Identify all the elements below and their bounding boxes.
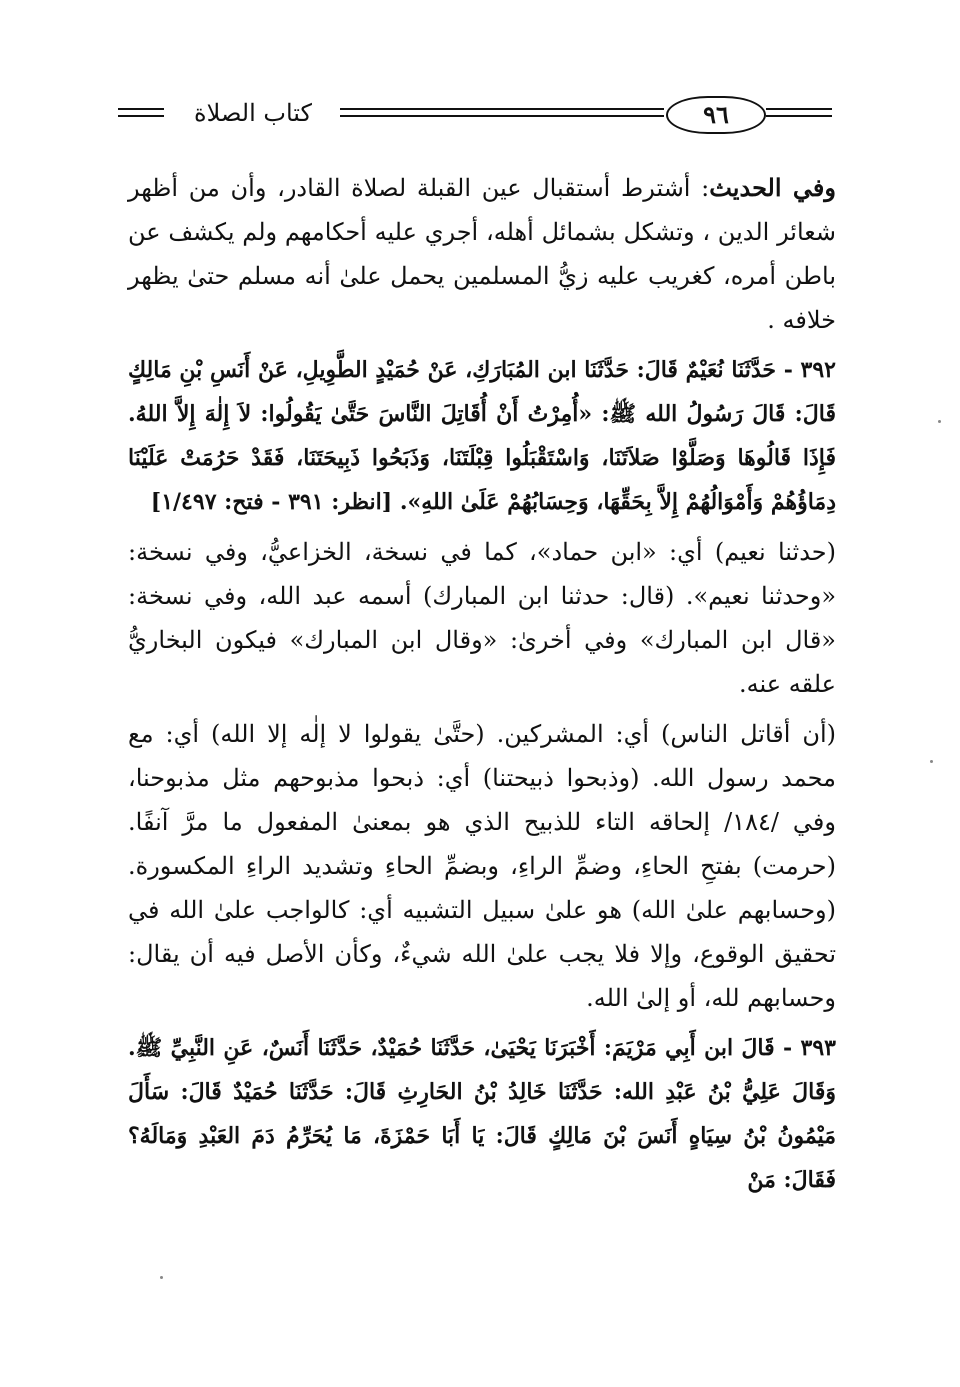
paragraph-text: : أشترط أستقبال عين القبلة لصلاة القادر، وأن من أظهر شعائر الدين ، وتشكل بشمائل أهله، أجري عليه أحكامهم ولم يكشف عن باطن أمره، كغريب عليه زيُّ المسلمين يحمل علىٰ أنه مسلم حتىٰ يظهر خلافه . [128, 174, 836, 334]
page-body [128, 166, 836, 1208]
scan-speck [930, 760, 933, 763]
scan-speck [938, 420, 941, 423]
paragraph-1 [128, 166, 836, 342]
header-rule-left [118, 108, 164, 118]
paragraph-lead: وفي الحديث [709, 173, 836, 202]
scan-speck [160, 1276, 163, 1279]
running-title: كتاب الصلاة [194, 99, 312, 127]
paragraph-3: (حدثنا نعيم) أي: «ابن حماد»، كما في نسخة، الخزاعيُّ، وفي نسخة: «وحدثنا نعيم». (قال: حدثنا ابن المبارك) أسمه عبد الله، وفي نسخة: «قال ابن المبارك» وفي أخرىٰ: «وقال ابن المبارك» فيكون البخاريُّ علقه عنه. [128, 538, 836, 698]
paragraph-4: (أن أقاتل الناس) أي: المشركين. (حتَّىٰ يقولوا لا إلٰه إلا الله) أي: مع محمد رسول الله. (وذبحوا ذبيحتنا) أي: ذبحوا مذبوحهم مثل مذبوحنا، وفي /١٨٤/ إلحاقه التاء للذبيح الذي هو بمعنىٰ المفعول ما مرَّ آنفًا. (حرمت) بفتحِ الحاءِ، وضمِّ الراءِ، وبضمِّ الحاءِ وتشديد الراءِ المكسورة. (وحسابهم علىٰ الله) هو علىٰ سبيل التشبيه أي: كالواجب علىٰ الله في تحقيق الوقوع، وإلا فلا يجب علىٰ الله شيءٌ، وكأن الأصل فيه أن يقال: وحسابهم لله، أو إلىٰ الله. [128, 720, 836, 1012]
header-rule-right [766, 108, 832, 118]
header-rule-middle [340, 108, 664, 118]
hadith-392: ٣٩٢ - حَدَّثَنَا نُعَيْمٌ قَالَ: حَدَّثَنَا ابن المُبَارَكِ، عَنْ حُمَيْدٍ الطَّوِيلِ، عَنْ أَنَسِ بْنِ مَالِكٍ قَالَ: قَالَ رَسُولُ الله ﷺ: «أُمِرْتُ أَنْ أُقَاتِلَ النَّاسَ حَتَّىٰ يَقُولُوا: لاَ إِلٰهَ إِلاَّ اللهُ. فَإِذَا قَالُوهَا وَصَلَّوْا صَلاَتَنَا، وَاسْتَقْبَلُوا قِبْلَتَنَا، وَذَبَحُوا ذَبِيحَتَنَا، فَقَدْ حَرُمَتْ عَلَيْنَا دِمَاؤُهُمْ وَأَمْوَالُهُمْ إِلاَّ بِحَقِّهَا، وَحِسَابُهُمْ عَلَىٰ اللهِ». [انظر: ٣٩١ - فتح: ١/٤٩٧] [128, 357, 836, 515]
page-header [118, 96, 832, 132]
hadith-393: ٣٩٣ - قَالَ ابن أَبِي مَرْيَمَ: أَخْبَرَنَا يَحْيَىٰ، حَدَّثَنَا حُمَيْدٌ، حَدَّثَنَا أَنَسٌ، عَنِ النَّبِيِّ ﷺ. وَقَالَ عَلِيُّ بْنُ عَبْدِ الله: حَدَّثَنَا خَالِدُ بْنُ الحَارِثِ قَالَ: حَدَّثَنَا حُمَيْدٌ قَالَ: سَأَلَ مَيْمُونُ بْنُ سِيَاهٍ أَنَسَ بْنَ مَالِكٍ قَالَ: يَا أَبَا حَمْزَةَ، مَا يُحَرِّمُ دَمَ العَبْدِ وَمَالَهُ؟ فَقَالَ: مَنْ [128, 1035, 836, 1193]
page-number: ٩٦ [666, 96, 766, 134]
